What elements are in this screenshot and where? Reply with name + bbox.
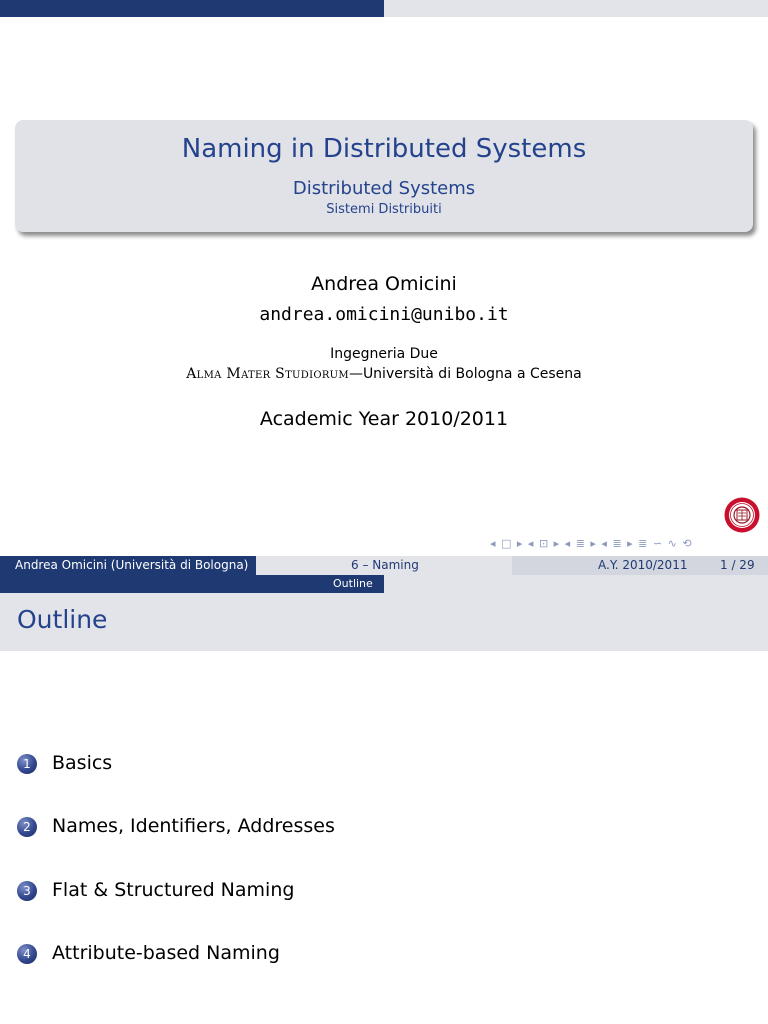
title-block <box>15 120 753 232</box>
footer-title: 6 – Naming <box>351 558 419 572</box>
frame-title-bar <box>0 593 768 651</box>
author-name: Andrea Omicini <box>311 273 457 295</box>
slide1-footer <box>0 556 768 575</box>
headline-bar-light <box>384 575 768 593</box>
headline-bar-dark <box>0 575 384 593</box>
footer-author-segment <box>0 556 256 575</box>
footer-page-number: 1 / 29 <box>720 558 755 572</box>
university-name-smallcaps: Alma Mater Studiorum <box>186 366 349 382</box>
presentation-subtitle-italian: Sistemi Distribuiti <box>326 202 442 217</box>
outline-item-label: Attribute-based Naming <box>52 942 280 964</box>
footer-author: Andrea Omicini (Università di Bologna) <box>15 558 249 572</box>
academic-year: Academic Year 2010/2011 <box>259 408 509 430</box>
outline-item-label: Flat & Structured Naming <box>52 879 295 901</box>
headline-bar-dark <box>0 0 384 17</box>
footer-title-segment <box>256 556 512 575</box>
outline-number-ball: 4 <box>17 944 37 964</box>
outline-item-label: Names, Identifiers, Addresses <box>52 815 335 837</box>
university-seal-icon <box>724 497 760 533</box>
presentation-subtitle: Distributed Systems <box>292 178 476 199</box>
headline-bar-light <box>384 0 768 17</box>
author-email[interactable]: andrea.omicini@unibo.it <box>259 304 509 325</box>
slide2-headline-bar <box>0 575 768 593</box>
outline-number-ball: 3 <box>17 881 37 901</box>
outline-number-ball: 1 <box>17 754 37 774</box>
outline-number-ball: 2 <box>17 817 37 837</box>
presentation-title: Naming in Distributed Systems <box>181 134 587 164</box>
beamer-navigation-icons[interactable]: ◂ □ ▸ ◂ ⊡ ▸ ◂ ≣ ▸ ◂ ≣ ▸ ≣ ∽ ∿ ⟲ <box>490 537 693 550</box>
university-name <box>0 366 768 382</box>
outline-item-label: Basics <box>52 752 113 774</box>
frame-title: Outline <box>17 605 108 634</box>
slide1-headline-bar <box>0 0 768 17</box>
section-nav-label[interactable]: Outline <box>333 577 373 590</box>
footer-date: A.Y. 2010/2011 <box>598 558 688 572</box>
footer-date-segment <box>512 556 768 575</box>
university-name-rest: —Università di Bologna a Cesena <box>348 366 582 382</box>
institute-name: Ingegneria Due <box>330 346 438 362</box>
